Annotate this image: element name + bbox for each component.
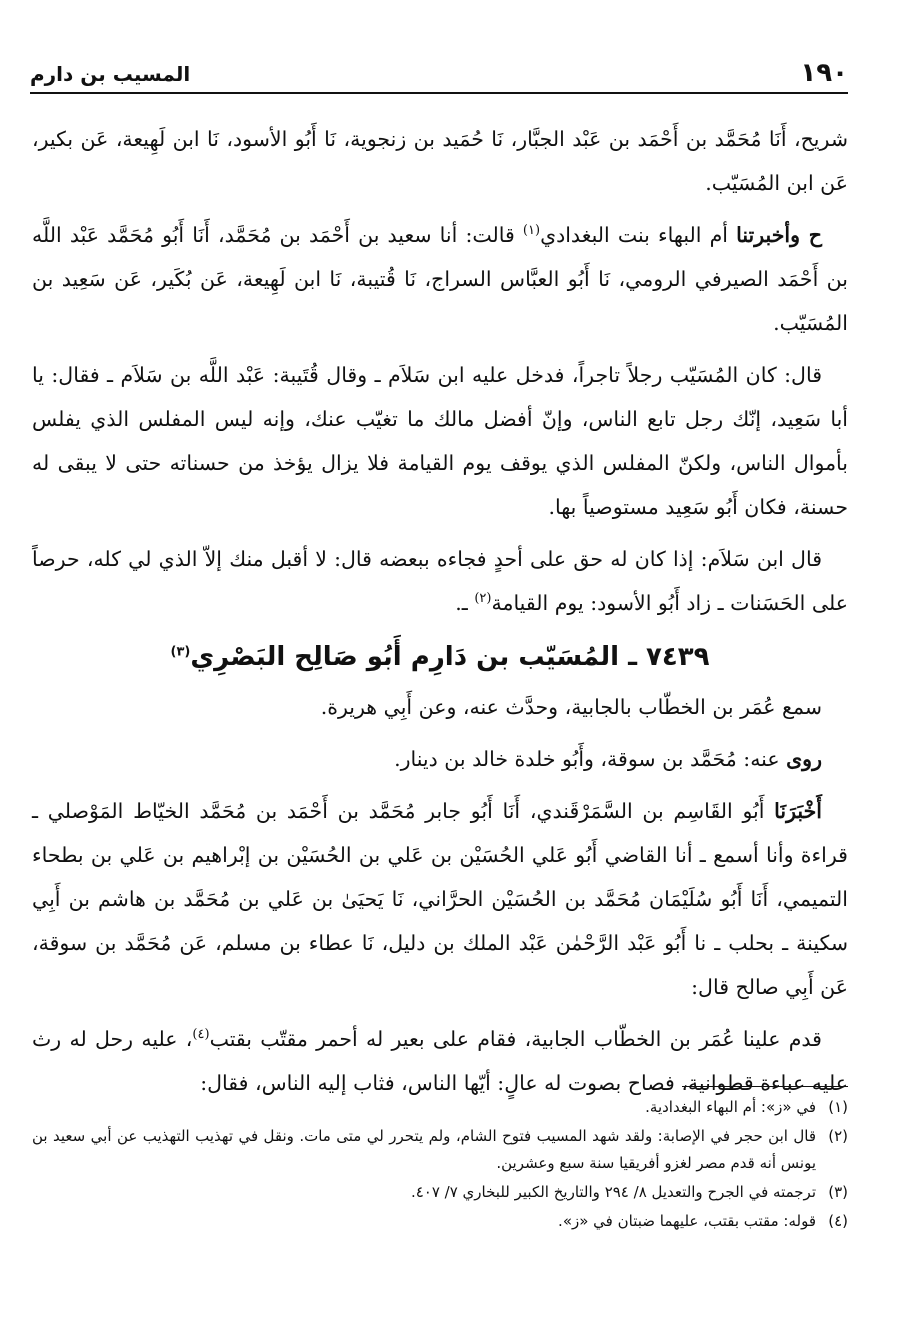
paragraph-1 (32, 117, 848, 205)
footnote-3 (32, 1179, 848, 1206)
paragraph-2-text: قالت: أنا سعيد بن أَحْمَد بن مُحَمَّد، أَنَا أَبُو مُحَمَّد عَبْد اللَّه بن أَحْمَد الصيرفي الرومي، نَا أَبُو العبَّاس السراج، نَا قُتيبة، نَا ابن لَهِيعة، عَن بُكَير، عَن سَعِيد بن المُسَيّب. (32, 223, 848, 335)
footnote-1 (32, 1094, 848, 1121)
paragraph-7 (32, 789, 848, 1009)
paragraph-4-text: قال ابن سَلاَم: إذا كان له حق على أحدٍ فجاءه ببعضه قال: لا أقبل منك إلاّ الذي لي كله، حرصاً على الحَسَنات ـ زاد أَبُو الأسود: يوم القيامة (32, 547, 848, 615)
paragraph-8 (32, 1017, 848, 1105)
entry-title (32, 633, 848, 681)
akhbarana-label: أَخْبَرَنَا (774, 799, 822, 823)
paragraph-7-text: أَبُو القَاسِم بن السَّمَرْقَندي، أَنَا أَبُو جابر مُحَمَّد بن أَحْمَد بن مُحَمَّد الخيّاط المَوْصلي ـ قراءة وأنا أسمع ـ أنا القاضي أَبُو عَلي الحُسَيْن بن عَلي بن الحُسَيْن بن إبْراهيم بن عَلي بن بطحاء التميمي، أَنَا أَبُو سُلَيْمَان مُحَمَّد بن الحُسَيْن الحرَّاني، نَا يَحيَىٰ بن عَلي بن مُحَمَّد بن هاشم بن أَبِي سكينة ـ بحلب ـ نا أَبُو عَبْد الرَّحْمٰن عَبْد الملك بن دليل، نَا عطاء بن مسلم، عَن مُحَمَّد بن سوقة، عَن أَبِي صالح قال: (32, 799, 848, 999)
footnote-text: في «ز»: أم البهاء البغدادية. (645, 1098, 816, 1116)
umm-albahaa-name: أم البهاء بنت البغدادي (540, 223, 728, 247)
paragraph-8-text: قدم علينا عُمَر بن الخطّاب الجابية، فقام على بعير له أحمر مقتّب بقتب (209, 1027, 822, 1051)
main-text (32, 117, 848, 1113)
ha-wa-akhbaratna-label: ح وأخبرتنا (736, 223, 822, 247)
paragraph-6-text: عنه: مُحَمَّد بن سوقة، وأَبُو خلدة خالد بن دينار. (394, 747, 780, 771)
footnote-4 (32, 1208, 848, 1235)
page-number: ١٩٠ (800, 58, 848, 88)
page-header (30, 52, 848, 94)
footnote-2 (32, 1123, 848, 1177)
paragraph-1-text: شريح، أَنَا مُحَمَّد بن أَحْمَد بن عَبْد الجبَّار، نَا حُمَيد بن زنجوية، نَا أَبُو الأسود، نَا ابن لَهِيعة، عَن بكير، عَن ابن المُسَيّب. (32, 127, 848, 195)
paragraph-4-tail: ـ. (455, 591, 475, 615)
entry-title-text: ٧٤٣٩ ـ المُسَيّب بن دَارِم أَبُو صَالِح البَصْرِي (190, 642, 710, 672)
paragraph-5-text: سمع عُمَر بن الخطّاب بالجابية، وحدَّث عنه، وعن أَبِي هريرة. (320, 695, 822, 719)
paragraph-4 (32, 537, 848, 625)
note-ref-1: (١) (522, 223, 541, 239)
note-ref-3: (٣) (170, 644, 191, 660)
paragraph-2 (32, 213, 848, 345)
footnotes (32, 1094, 848, 1237)
note-ref-2: (٢) (474, 591, 492, 607)
paragraph-8-tail: ، عليه رحل له رث عليه عباءة قطوانية، فصاح بصوت له عالٍ: أيّها الناس، فثاب إليه الناس، فقال: (32, 1027, 848, 1095)
paragraph-5 (32, 685, 848, 729)
running-head: المسيب بن دارم (30, 62, 191, 86)
note-ref-4: (٤) (192, 1027, 210, 1043)
footnote-number: (٤) (828, 1212, 848, 1230)
footnote-text: قال ابن حجر في الإصابة: ولقد شهد المسيب فتوح الشام، ولم يتحرر لي متى مات. ونقل في تهذيب التهذيب عن أبي سعيد بن يونس أنه قدم مصر لغزو أفريقيا سنة سبع وعشرين. (32, 1127, 816, 1172)
footnote-divider (682, 1086, 848, 1087)
paragraph-3-text: قال: كان المُسَيّب رجلاً تاجراً، فدخل عليه ابن سَلاَم ـ وقال قُتَيبة: عَبْد اللَّه بن سَلاَم ـ فقال: يا أبا سَعِيد، إنّك رجل تابع الناس، وإنّ أفضل مالك ما تغيّب عنك، وإنه ليس المفلس الذي يفلس بأموال الناس، ولكنّ المفلس الذي يوقف يوم القيامة فلا يزال يؤخذ من حسناته حتى لا يبقى له حسنة، فكان أَبُو سَعِيد مستوصياً بها. (32, 363, 848, 519)
paragraph-6 (32, 737, 848, 781)
footnote-text: ترجمته في الجرح والتعديل ٨/ ٢٩٤ والتاريخ الكبير للبخاري ٧/ ٤٠٧. (410, 1183, 816, 1201)
footnote-number: (٣) (828, 1183, 848, 1201)
rawa-label: روى (786, 747, 822, 771)
footnote-number: (٢) (828, 1127, 848, 1145)
footnote-text: قوله: مقتب بقتب، عليهما ضبتان في «ز». (558, 1212, 816, 1230)
footnote-number: (١) (828, 1098, 848, 1116)
paragraph-3 (32, 353, 848, 529)
